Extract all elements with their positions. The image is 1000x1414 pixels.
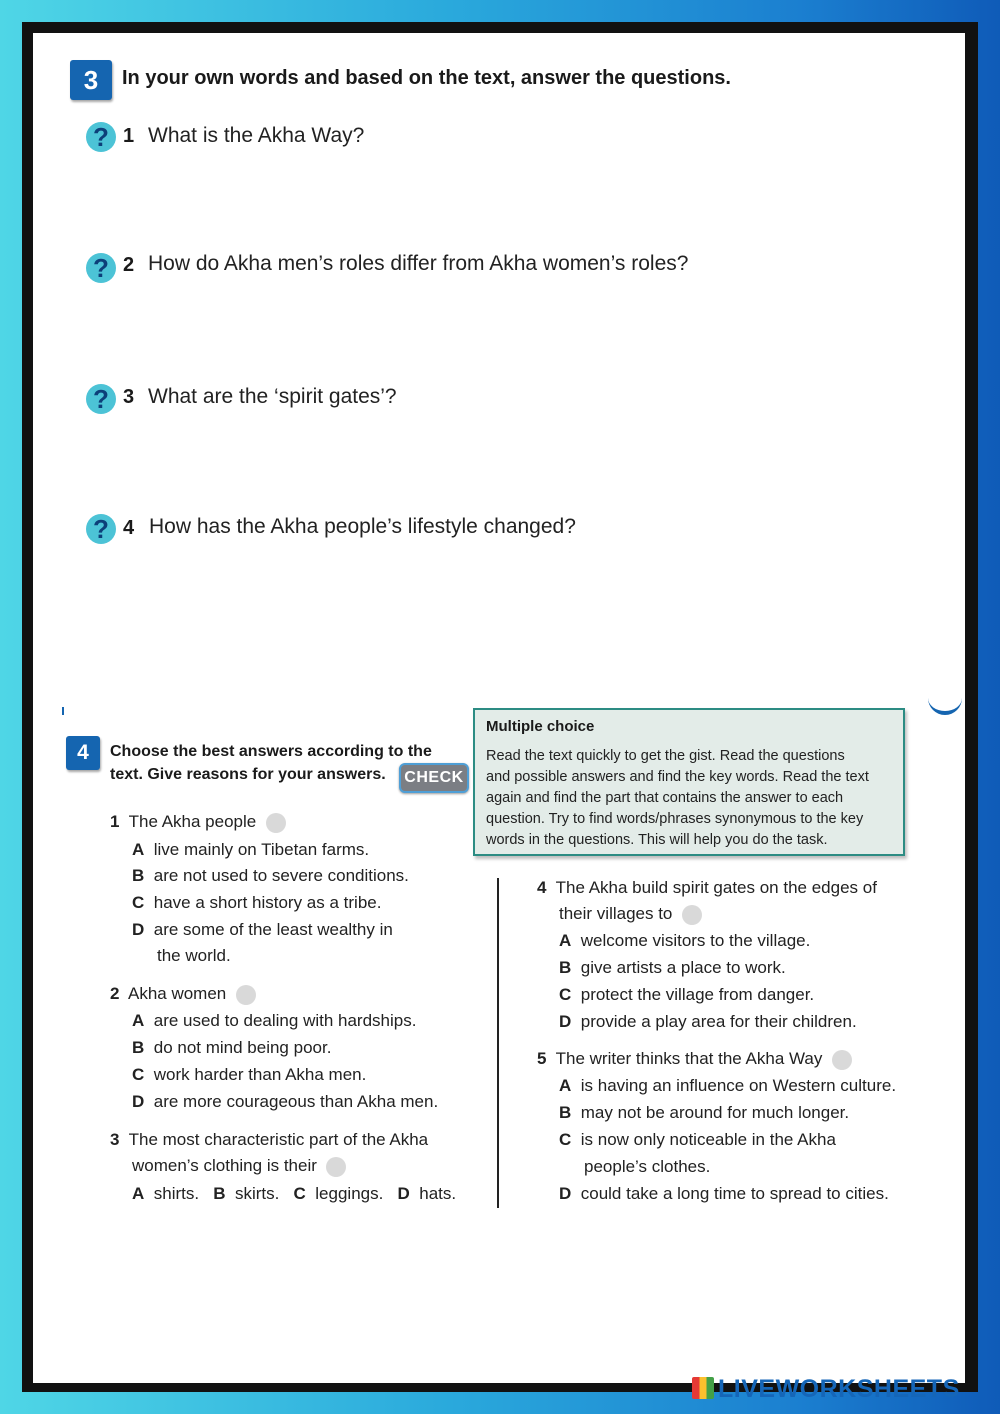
- option-text: are not used to severe conditions.: [153, 866, 409, 885]
- option-text: may not be around for much longer.: [580, 1103, 850, 1122]
- option-letter: D: [559, 1184, 572, 1203]
- option-letter: B: [559, 958, 572, 977]
- mc-q1-stem: [110, 812, 286, 833]
- section-4-badge: 4: [66, 736, 100, 770]
- option-text: do not mind being poor.: [153, 1038, 332, 1057]
- mc-q2-option-c: [132, 1065, 366, 1085]
- mc-q1-option-d-cont: the world.: [157, 946, 231, 965]
- question-2-text: How do Akha men’s roles differ from Akha women’s roles?: [148, 252, 689, 275]
- option-text: are used to dealing with hardships.: [153, 1011, 417, 1030]
- option-text: have a short history as a tribe.: [153, 893, 382, 912]
- liveworksheets-watermark: [692, 1377, 960, 1401]
- answer-blank-q2[interactable]: [236, 985, 256, 1005]
- mc-q3-stem-cont: [132, 1156, 346, 1177]
- option-text: is having an influence on Western culture.: [580, 1076, 897, 1095]
- option-text: are more courageous than Akha men.: [153, 1092, 439, 1111]
- tip-line: question. Try to find words/phrases synonymous to the key: [486, 811, 864, 827]
- option-letter: A: [132, 1011, 145, 1030]
- mc-q3-options: [132, 1184, 456, 1204]
- question-icon: ?: [86, 253, 116, 283]
- answer-blank-q3[interactable]: [326, 1157, 346, 1177]
- mc-q4-stem: [537, 878, 877, 898]
- mc-q5-option-a: [559, 1076, 896, 1096]
- section-3-badge: 3: [70, 60, 112, 100]
- mc-q4-stem-text: The Akha build spirit gates on the edges of: [555, 878, 877, 897]
- option-letter: D: [132, 1092, 145, 1111]
- option-text: are some of the least wealthy in: [153, 920, 393, 939]
- option-letter: D: [559, 1012, 572, 1031]
- mc-q3-stem-text: women’s clothing is their: [132, 1156, 317, 1175]
- check-button[interactable]: CHECK: [399, 763, 469, 793]
- option-text: shirts.: [153, 1184, 200, 1203]
- question-4-number: 4: [123, 517, 135, 539]
- mc-q4-number: 4: [537, 878, 547, 897]
- mc-q1-option-a: [132, 840, 369, 860]
- option-letter: B: [559, 1103, 572, 1122]
- mc-q5-number: 5: [537, 1049, 547, 1068]
- option-text: leggings.: [315, 1184, 384, 1203]
- decorative-arc: [928, 693, 962, 715]
- option-text: work harder than Akha men.: [153, 1065, 367, 1084]
- option-letter: D: [132, 920, 145, 939]
- liveworksheets-logo-icon: [692, 1377, 714, 1399]
- mc-q4-stem-text: their villages to: [559, 904, 673, 923]
- option-letter: A: [559, 1076, 572, 1095]
- option-text: protect the village from danger.: [580, 985, 815, 1004]
- worksheet: [33, 33, 965, 1383]
- tip-line: and possible answers and find the key words. Read the text: [486, 769, 869, 785]
- mc-q5-option-c-cont: people’s clothes.: [584, 1157, 711, 1176]
- answer-blank-q5[interactable]: [832, 1050, 852, 1070]
- mc-q4-option-b: [559, 958, 786, 978]
- question-2-number: 2: [123, 254, 135, 276]
- question-3-text: What are the ‘spirit gates’?: [148, 385, 397, 408]
- section-4-title-line1: Choose the best answers according to the: [110, 743, 432, 760]
- watermark-text: LIVEWORKSHEETS: [718, 1375, 960, 1403]
- question-icon: ?: [86, 514, 116, 544]
- divider-tick: [62, 707, 64, 715]
- option-text: provide a play area for their children.: [580, 1012, 857, 1031]
- option-letter: C: [559, 1130, 572, 1149]
- option-letter: B: [213, 1184, 226, 1203]
- mc-q1-number: 1: [110, 812, 120, 831]
- option-text: give artists a place to work.: [580, 958, 786, 977]
- option-text: is now only noticeable in the Akha: [580, 1130, 836, 1149]
- column-divider: [497, 878, 499, 1208]
- question-4-text: How has the Akha people’s lifestyle changed?: [149, 515, 576, 538]
- tip-title: Multiple choice: [486, 718, 595, 735]
- option-letter: C: [132, 893, 145, 912]
- mc-q2-stem: [110, 984, 256, 1005]
- mc-q5-option-d: [559, 1184, 889, 1204]
- section-3-title: In your own words and based on the text, answer the questions.: [122, 67, 731, 89]
- option-letter: C: [132, 1065, 145, 1084]
- option-text: live mainly on Tibetan farms.: [153, 840, 370, 859]
- mc-q3-number: 3: [110, 1130, 120, 1149]
- option-letter: B: [132, 866, 145, 885]
- answer-blank-q1[interactable]: [266, 813, 286, 833]
- question-1-number: 1: [123, 125, 135, 147]
- mc-q5-stem-text: The writer thinks that the Akha Way: [555, 1049, 823, 1068]
- mc-q1-option-b: [132, 866, 409, 886]
- mc-q2-option-a: [132, 1011, 416, 1031]
- mc-q4-option-a: [559, 931, 810, 951]
- option-letter: C: [559, 985, 572, 1004]
- option-text: hats.: [419, 1184, 457, 1203]
- mc-q5-option-b: [559, 1103, 849, 1123]
- mc-q4-stem-cont: [559, 904, 702, 925]
- mc-q4-option-c: [559, 985, 814, 1005]
- option-letter: C: [293, 1184, 306, 1203]
- answer-blank-q4[interactable]: [682, 905, 702, 925]
- option-letter: A: [132, 1184, 145, 1203]
- option-text: could take a long time to spread to cities.: [580, 1184, 889, 1203]
- mc-q5-stem: [537, 1049, 852, 1070]
- section-4-title-line2: text. Give reasons for your answers.: [110, 766, 386, 783]
- mc-q2-option-b: [132, 1038, 331, 1058]
- tip-line: again and find the part that contains the answer to each: [486, 790, 844, 806]
- multiple-choice-tip-box: [473, 708, 905, 856]
- mc-q4-option-d: [559, 1012, 857, 1032]
- mc-q3-stem: [110, 1130, 428, 1150]
- mc-q5-option-c: [559, 1130, 836, 1150]
- option-letter: D: [397, 1184, 410, 1203]
- tip-line: words in the questions. This will help you do the task.: [486, 832, 828, 848]
- option-text: welcome visitors to the village.: [580, 931, 811, 950]
- question-icon: ?: [86, 122, 116, 152]
- question-3-number: 3: [123, 386, 135, 408]
- question-1-text: What is the Akha Way?: [148, 124, 365, 147]
- mc-q2-option-d: [132, 1092, 438, 1112]
- mc-q1-stem-text: The Akha people: [128, 812, 257, 831]
- mc-q1-option-d: [132, 920, 393, 940]
- mc-q3-stem-text: The most characteristic part of the Akha: [128, 1130, 429, 1149]
- option-text: skirts.: [234, 1184, 280, 1203]
- mc-q1-option-c: [132, 893, 381, 913]
- tip-line: Read the text quickly to get the gist. Read the questions: [486, 748, 845, 764]
- option-letter: A: [132, 840, 145, 859]
- mc-q2-stem-text: Akha women: [127, 984, 227, 1003]
- question-icon: ?: [86, 384, 116, 414]
- mc-q2-number: 2: [110, 984, 120, 1003]
- option-letter: A: [559, 931, 572, 950]
- option-letter: B: [132, 1038, 145, 1057]
